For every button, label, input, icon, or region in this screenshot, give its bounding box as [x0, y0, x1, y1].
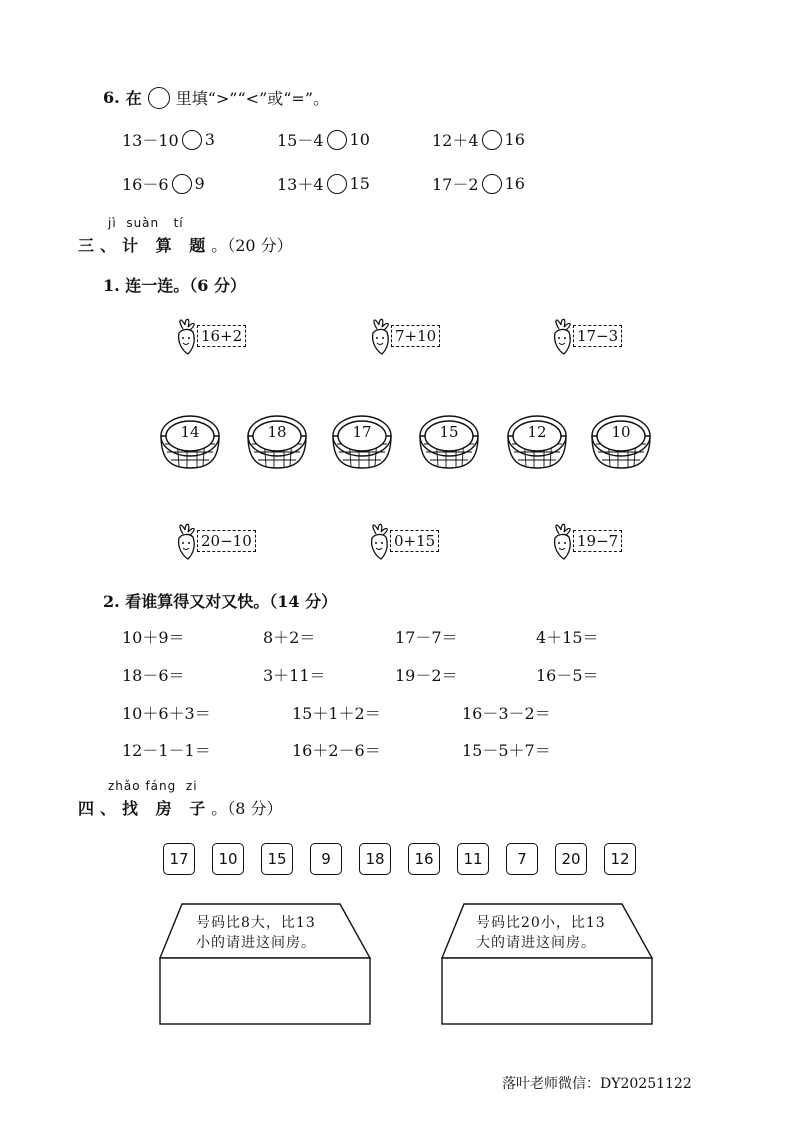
radish-card[interactable]: 19−7 [547, 522, 622, 560]
radish-card[interactable]: 16+2 [171, 317, 246, 355]
compare-item: 13＋4 15 [277, 174, 370, 194]
compare-item: 16－6 9 [122, 174, 205, 194]
number-box[interactable]: 16 [408, 843, 440, 875]
calc-item[interactable]: 16－3－2＝ [462, 704, 551, 723]
basket[interactable]: 12 [504, 410, 570, 474]
calc-item[interactable]: 4＋15＝ [536, 628, 599, 647]
calc-item[interactable]: 15＋1＋2＝ [292, 704, 381, 723]
number-box[interactable]: 15 [261, 843, 293, 875]
calc-item[interactable]: 12－1－1＝ [122, 741, 211, 760]
radish-card[interactable]: 0+15 [364, 522, 439, 560]
number-box[interactable]: 11 [457, 843, 489, 875]
answer-circle[interactable] [182, 130, 202, 150]
calc-item[interactable]: 16－5＝ [536, 666, 599, 685]
compare-item: 15－4 10 [277, 130, 370, 150]
basket[interactable]: 17 [329, 410, 395, 474]
number-box[interactable]: 20 [555, 843, 587, 875]
section3-heading: 三、计 算 题。（20 分） [78, 236, 293, 255]
calc-item[interactable]: 8＋2＝ [263, 628, 316, 647]
q3-2-heading: 2. 看谁算得又对又快。（14 分） [103, 592, 338, 611]
calc-item[interactable]: 17－7＝ [395, 628, 458, 647]
compare-item: 17－2 16 [432, 174, 525, 194]
number-box[interactable]: 10 [212, 843, 244, 875]
number-box[interactable]: 7 [506, 843, 538, 875]
house-right[interactable]: 号码比20小，比13 大的请进这间房。 [440, 902, 654, 1026]
calc-item[interactable]: 19－2＝ [395, 666, 458, 685]
basket[interactable]: 10 [588, 410, 654, 474]
basket[interactable]: 15 [416, 410, 482, 474]
compare-item: 12＋4 16 [432, 130, 525, 150]
answer-circle[interactable] [327, 130, 347, 150]
basket[interactable]: 18 [244, 410, 310, 474]
answer-circle[interactable] [327, 174, 347, 194]
radish-card[interactable]: 7+10 [365, 317, 440, 355]
q3-1-heading: 1. 连一连。（6 分） [103, 276, 246, 295]
calc-item[interactable]: 3＋11＝ [263, 666, 326, 685]
radish-card[interactable]: 20−10 [171, 522, 256, 560]
number-box-row [163, 843, 636, 875]
section3-pinyin: jì suàn tí [108, 216, 184, 230]
radish-card[interactable]: 17−3 [547, 317, 622, 355]
calc-item[interactable]: 10＋6＋3＝ [122, 704, 211, 723]
number-box[interactable]: 18 [359, 843, 391, 875]
basket[interactable]: 14 [157, 410, 223, 474]
footer-watermark: 落叶老师微信：DY20251122 [502, 1076, 692, 1092]
calc-item[interactable]: 15－5＋7＝ [462, 741, 551, 760]
answer-circle[interactable] [482, 174, 502, 194]
calc-item[interactable]: 16＋2－6＝ [292, 741, 381, 760]
number-box[interactable]: 12 [604, 843, 636, 875]
calc-item[interactable]: 10＋9＝ [122, 628, 185, 647]
q6-heading: 6. 在 里填“>”“<”或“=”。 [103, 88, 330, 108]
number-box[interactable]: 17 [163, 843, 195, 875]
answer-circle[interactable] [482, 130, 502, 150]
calc-item[interactable]: 18－6＝ [122, 666, 185, 685]
section4-pinyin: zhǎo fáng zi [108, 779, 198, 793]
answer-circle[interactable] [172, 174, 192, 194]
number-box[interactable]: 9 [310, 843, 342, 875]
circle-icon [148, 87, 170, 109]
house-left[interactable]: 号码比8大，比13 小的请进这间房。 [158, 902, 372, 1026]
compare-item: 13－10 3 [122, 130, 215, 150]
section4-heading: 四、找 房 子。（8 分） [78, 799, 283, 818]
